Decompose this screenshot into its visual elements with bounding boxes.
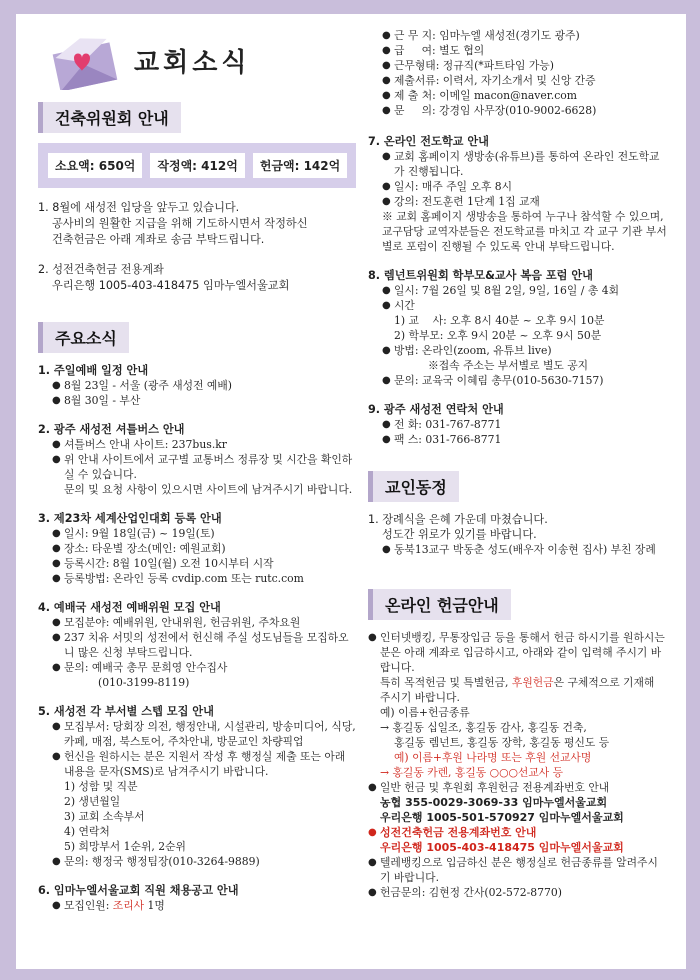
news-section-9: 9. 광주 새성전 연락처 안내 ● 전 화: 031-767-8771 ● 팩 스: 031-766-8771 bbox=[368, 402, 668, 447]
list-item: ● 방법: 온라인(zoom, 유튜브 live) bbox=[382, 344, 552, 357]
list-item: ● 팩 스: 031-766-8771 bbox=[382, 433, 502, 446]
account-woori: 우리은행 1005-501-570927 임마누엘서울교회 bbox=[380, 811, 624, 824]
fellowship-tag: 교인동정 bbox=[368, 471, 459, 502]
news-section-3: 3. 제23차 세계산업인대회 등록 안내 ● 일시: 9월 18일(금) ~ 19일(토) ● 장소: 타운별 장소(메인: 예원교회) ● 등록시간: 8월 10일(월) 오전 10시부터 시작 ● 등록방법: 온라인 등록 cvdip.com 또는 rutc.com bbox=[38, 511, 356, 586]
list-item: ● 동북13교구 박동춘 성도(배우자 이송현 집사) 부친 장례 bbox=[382, 543, 656, 556]
list-item: ● 문의: 행정국 행정팀장(010-3264-9889) bbox=[52, 855, 260, 868]
left-column bbox=[38, 14, 356, 913]
list-item: ● 등록시간: 8월 10일(월) 오전 10시부터 시작 bbox=[52, 557, 274, 570]
building-committee-tag: 건축위원회 안내 bbox=[38, 102, 181, 133]
pledged-amount: 작정액: 412억 bbox=[150, 153, 244, 178]
required-amount: 소요액: 650억 bbox=[48, 153, 142, 178]
list-item: ● 8월 30일 - 부산 bbox=[52, 394, 141, 407]
list-item: ● 장소: 타운별 장소(메인: 예원교회) bbox=[52, 542, 226, 555]
news-section-7: 7. 온라인 전도학교 안내 ● 교회 홈페이지 생방송(유튜브)를 통하여 온라인 전도학교가 진행됩니다. ● 일시: 매주 주일 오후 8시 ● 강의: 전도훈련 1단계 1집 교재 ※ 교회 홈페이지 생방송을 통하여 누구나 참석할 수 있으며, 교구담당 교역자분들은 전도학교를 마치고 각 교구 기관 부서별로 포럼이 진행될 수 있도록 안내 부탁드립니다. bbox=[368, 135, 667, 253]
right-column bbox=[368, 14, 668, 900]
list-item: ● 제 출 처: 이메일 macon@naver.com bbox=[382, 89, 577, 102]
account-nonghyup: 농협 355-0029-3069-33 임마누엘서울교회 bbox=[380, 796, 608, 809]
list-item: ● 전 화: 031-767-8771 bbox=[382, 418, 502, 431]
news-section-5: 5. 새성전 각 부서별 스텝 모집 안내 ● 모집부서: 당회장 의전, 행정안내, 시설관리, 방송미디어, 식당, 카페, 매점, 북스토어, 주차안내, 방문교인 차량픽업 ● 헌신을 원하시는 분은 지원서 작성 후 행정실 제출 또는 아래 내용을 문자(SMS)로 남겨주시기 바랍니다. 1) 성함 및 직분 2) 생년월일 3) 교회 소속부서 4) 연락처 5) 희망부서 1순위, 2순위 ● 문의: 행정국 행정팀장(010-3264-9889) bbox=[38, 705, 356, 868]
building-notice-1: 1. 8월에 새성전 입당을 앞두고 있습니다. 공사비의 원활한 지급을 위해 기도하시면서 작정하신 건축헌금은 아래 계좌로 송금 부탁드립니다. bbox=[38, 201, 308, 246]
list-item: ● 일반 헌금 및 후원회 후원헌금 전용계좌번호 안내 bbox=[368, 781, 610, 794]
list-item: ● 셔틀버스 안내 사이트: 237bus.kr bbox=[52, 438, 227, 451]
offered-amount: 헌금액: 142억 bbox=[253, 153, 347, 178]
account-building: 우리은행 1005-403-418475 임마누엘서울교회 bbox=[380, 841, 624, 854]
list-item: ● 모집분야: 예배위원, 안내위원, 헌금위원, 주차요원 bbox=[52, 616, 301, 629]
list-item: ● 위 안내 사이트에서 교구별 교통버스 정류장 및 시간을 확인하실 수 있습니다. 문의 및 요청 사항이 있으시면 사이트에 남겨주시기 바랍니다. bbox=[52, 453, 353, 496]
list-item: ● 8월 23일 - 서울 (광주 새성전 예배) bbox=[52, 379, 232, 392]
list-item: ● 일시: 7월 26일 및 8월 2일, 9일, 16일 / 총 4회 bbox=[382, 284, 620, 297]
list-item: ● 급 여: 별도 협의 bbox=[382, 44, 485, 57]
list-item: ● 인터넷뱅킹, 무통장입금 등을 통해서 헌금 하시기를 원하시는 분은 아래 계좌로 입금하시고, 아래와 같이 입력해 주시기 바랍니다. bbox=[368, 631, 665, 674]
list-item: ● 일시: 매주 주일 오후 8시 bbox=[382, 180, 513, 193]
list-item: ● 텔레뱅킹으로 입금하신 분은 행정실로 헌금종류를 알려주시기 바랍니다. bbox=[368, 856, 658, 884]
list-item: ● 제출서류: 이력서, 자기소개서 및 신앙 간증 bbox=[382, 74, 596, 87]
note: ※ 교회 홈페이지 생방송을 통하여 누구나 참석할 수 있으며, 교구담당 교역자분들은 전도학교를 마치고 각 교구 기관 부서별로 포럼이 진행될 수 있도록 안내 부탁드립니다. bbox=[382, 210, 667, 253]
list-item: ● 교회 홈페이지 생방송(유튜브)를 통하여 온라인 전도학교가 진행됩니다. bbox=[382, 150, 660, 178]
contact-phone: (010-3199-8119) bbox=[98, 676, 190, 689]
envelope-icon bbox=[52, 38, 122, 90]
news-section-4: 4. 예배국 새성전 예배위원 모집 안내 ● 모집분야: 예배위원, 안내위원, 헌금위원, 주차요원 ● 237 치유 서밋의 성전에서 헌신해 주실 성도님들을 모집하오니 많은 신청 부탁드립니다. ● 문의: 예배국 총무 문희영 안수집사 (010-3199-8119) bbox=[38, 600, 356, 690]
list-item: ● 237 치유 서밋의 성전에서 헌신해 주실 성도님들을 모집하오니 많은 신청 부탁드립니다. bbox=[52, 631, 349, 659]
bulletin-page bbox=[16, 14, 686, 969]
list-item: ● 근무형태: 정규직(*파트타임 가능) bbox=[382, 59, 554, 72]
news-section-2: 2. 광주 새성전 셔틀버스 안내 ● 셔틀버스 안내 사이트: 237bus.kr ● 위 안내 사이트에서 교구별 교통버스 정류장 및 시간을 확인하실 수 있습니다. 문의 및 요청 사항이 있으시면 사이트에 남겨주시기 바랍니다. bbox=[38, 422, 356, 497]
list-item: ● 등록방법: 온라인 등록 cvdip.com 또는 rutc.com bbox=[52, 572, 304, 585]
online-offering-tag: 온라인 헌금안내 bbox=[368, 589, 511, 620]
list-item: ● 모집인원: 조리사 1명 bbox=[52, 899, 165, 912]
page-header bbox=[38, 14, 356, 94]
list-item: ● 모집부서: 당회장 의전, 행정안내, 시설관리, 방송미디어, 식당, 카페, 매점, 북스토어, 주차안내, 방문교인 차량픽업 bbox=[52, 720, 356, 748]
page-title: 교회소식 bbox=[134, 48, 251, 78]
list-item: ● 일시: 9월 18일(금) ~ 19일(토) bbox=[52, 527, 215, 540]
list-item: ● 문의: 교육국 이혜림 총무(010-5630-7157) bbox=[382, 374, 604, 387]
news-section-1: 1. 주일예배 일정 안내 ● 8월 23일 - 서울 (광주 새성전 예배) ● 8월 30일 - 부산 bbox=[38, 363, 356, 408]
list-item: ● 강의: 전도훈련 1단계 1집 교재 bbox=[382, 195, 540, 208]
main-news-tag: 주요소식 bbox=[38, 322, 129, 353]
fellowship-section: 1. 장례식을 은혜 가운데 마쳤습니다. 성도간 위로가 있기를 바랍니다. ● 동북13교구 박동춘 성도(배우자 이송현 집사) 부친 장례 bbox=[368, 512, 668, 557]
building-notice-2: 2. 성전건축헌금 전용계좌 우리은행 1005-403-418475 임마누엘서울교회 bbox=[38, 263, 290, 292]
list-item: ● 헌신을 원하시는 분은 지원서 작성 후 행정실 제출 또는 아래 내용을 문자(SMS)로 남겨주시기 바랍니다. bbox=[52, 750, 346, 778]
job-details bbox=[368, 28, 668, 118]
list-item: ● 문의: 예배국 총무 문희영 안수집사 bbox=[52, 661, 228, 674]
list-item: ● 헌금문의: 김현정 간사(02-572-8770) bbox=[368, 886, 562, 899]
list-item: ● 시간 bbox=[382, 299, 415, 312]
list-item: ● 근 무 지: 임마누엘 새성전(경기도 광주) bbox=[382, 29, 580, 42]
online-offering-section: ● 인터넷뱅킹, 무통장입금 등을 통해서 헌금 하시기를 원하시는 분은 아래 계좌로 입금하시고, 아래와 같이 입력해 주시기 바랍니다. 특히 목적헌금 및 특별헌금, 후원헌금은 구체적으로 기재해 주시기 바랍니다. 예) 이름+헌금종류 → 홍길동 십일조, 홍길동 감사, 홍길동 건축, 홍길동 렘넌트, 홍길동 장학, 홍길동 평신도 등 예) 이름+후원 나라명 또는 후원 선교사명 → 홍길동 카렌, 홍길동 ○○○선교사 등 ● 일반 헌금 및 후원회 후원헌금 전용계좌번호 안내 농협 355-0029-3069-33 임마누엘서울교회 우리은행 1005-501-570927 임마누엘서울교회 ● 성전건축헌금 전용계좌번호 안내 우리은행 1005-403-418475 임마누엘서울교회 ● 텔레뱅킹으로 입금하신 분은 행정실로 헌금종류를 알려주시기 바랍니다. ● 헌금문의: 김현정 간사(02-572-8770) bbox=[368, 630, 668, 900]
news-section-8: 8. 렘넌트위원회 학부모&교사 복음 포럼 안내 ● 일시: 7월 26일 및 8월 2일, 9일, 16일 / 총 4회 ● 시간 1) 교 사: 오후 8시 40분 ~ 오후 9시 10분 2) 학부모: 오후 9시 20분 ~ 오후 9시 50분 ● 방법: 온라인(zoom, 유튜브 live) ※접속 주소는 부서별로 별도 공지 ● 문의: 교육국 이혜림 총무(010-5630-7157) bbox=[368, 268, 668, 388]
list-item: ● 성전건축헌금 전용계좌번호 안내 bbox=[368, 826, 537, 839]
news-section-6: 6. 임마누엘서울교회 직원 채용공고 안내 ● 모집인원: 조리사 1명 bbox=[38, 883, 356, 913]
building-totals bbox=[38, 143, 356, 188]
list-item: ● 문 의: 강경임 사무장(010-9002-6628) bbox=[382, 104, 597, 117]
